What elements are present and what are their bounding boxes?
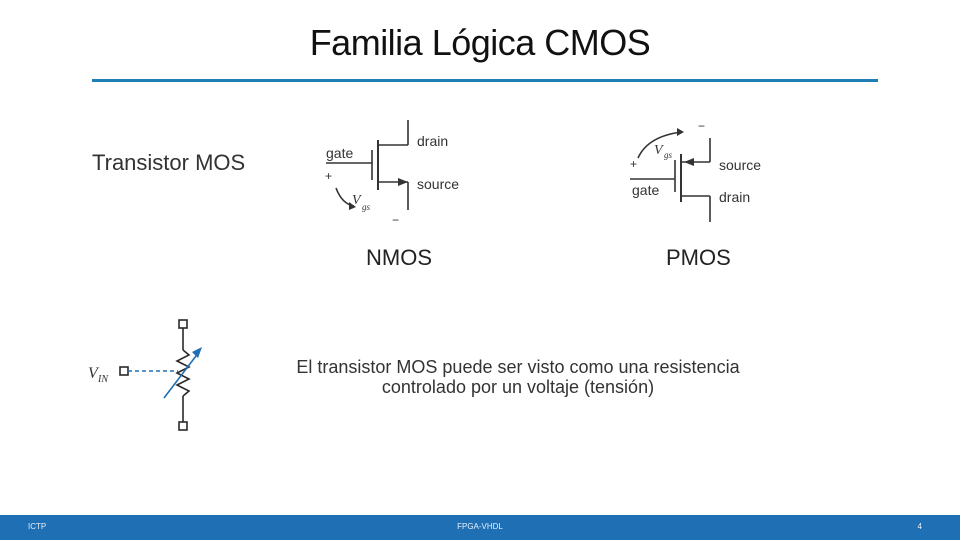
- nmos-minus-sign: −: [392, 213, 400, 227]
- vin-terminal: [120, 367, 128, 375]
- description-line-1: El transistor MOS puede ser visto como una resistencia: [296, 357, 740, 377]
- pmos-vgs-arrowhead: [677, 128, 684, 136]
- resistor-bottom-terminal: [179, 422, 187, 430]
- vin-v: V: [88, 365, 98, 382]
- description-line-2: controlado por un voltaje (tensión): [381, 377, 655, 397]
- slide-title: Familia Lógica CMOS: [309, 22, 651, 63]
- description: [268, 357, 768, 397]
- nmos-symbol: [320, 118, 470, 228]
- pmos-source-arrow: [684, 158, 694, 166]
- vin-sub: IN: [98, 374, 108, 385]
- pmos-gate-label: gate: [632, 182, 660, 198]
- slide-number: 4: [917, 522, 922, 531]
- nmos-vgs-sub: gs: [362, 202, 371, 212]
- variable-resistor-symbol: [84, 314, 224, 439]
- footer-left-text: ICTP: [28, 522, 47, 531]
- variable-arrowhead: [192, 347, 202, 358]
- pmos-drain-label: drain: [719, 189, 751, 205]
- nmos-source-arrow: [398, 178, 408, 186]
- nmos-caption: NMOS: [366, 245, 432, 270]
- pmos-vgs-sub: gs: [664, 150, 673, 160]
- footer-bar: [0, 515, 960, 540]
- nmos-drain-label: drain: [417, 133, 449, 149]
- footer-center-text: FPGA-VHDL: [457, 522, 503, 531]
- pmos-plus-sign: +: [630, 157, 638, 171]
- pmos-caption: PMOS: [666, 245, 731, 270]
- pmos-minus-sign: −: [698, 119, 706, 133]
- nmos-gate-label: gate: [326, 145, 354, 161]
- pmos-vgs-v: V: [654, 143, 663, 158]
- resistor-top-terminal: [179, 320, 187, 328]
- nmos-vgs-v: V: [352, 193, 361, 208]
- title-underline: [92, 79, 878, 82]
- transistor-mos-label: Transistor MOS: [92, 150, 246, 175]
- pmos-source-label: source: [719, 157, 762, 173]
- nmos-plus-sign: +: [325, 169, 333, 183]
- nmos-source-label: source: [417, 176, 460, 192]
- pmos-symbol: [622, 118, 772, 228]
